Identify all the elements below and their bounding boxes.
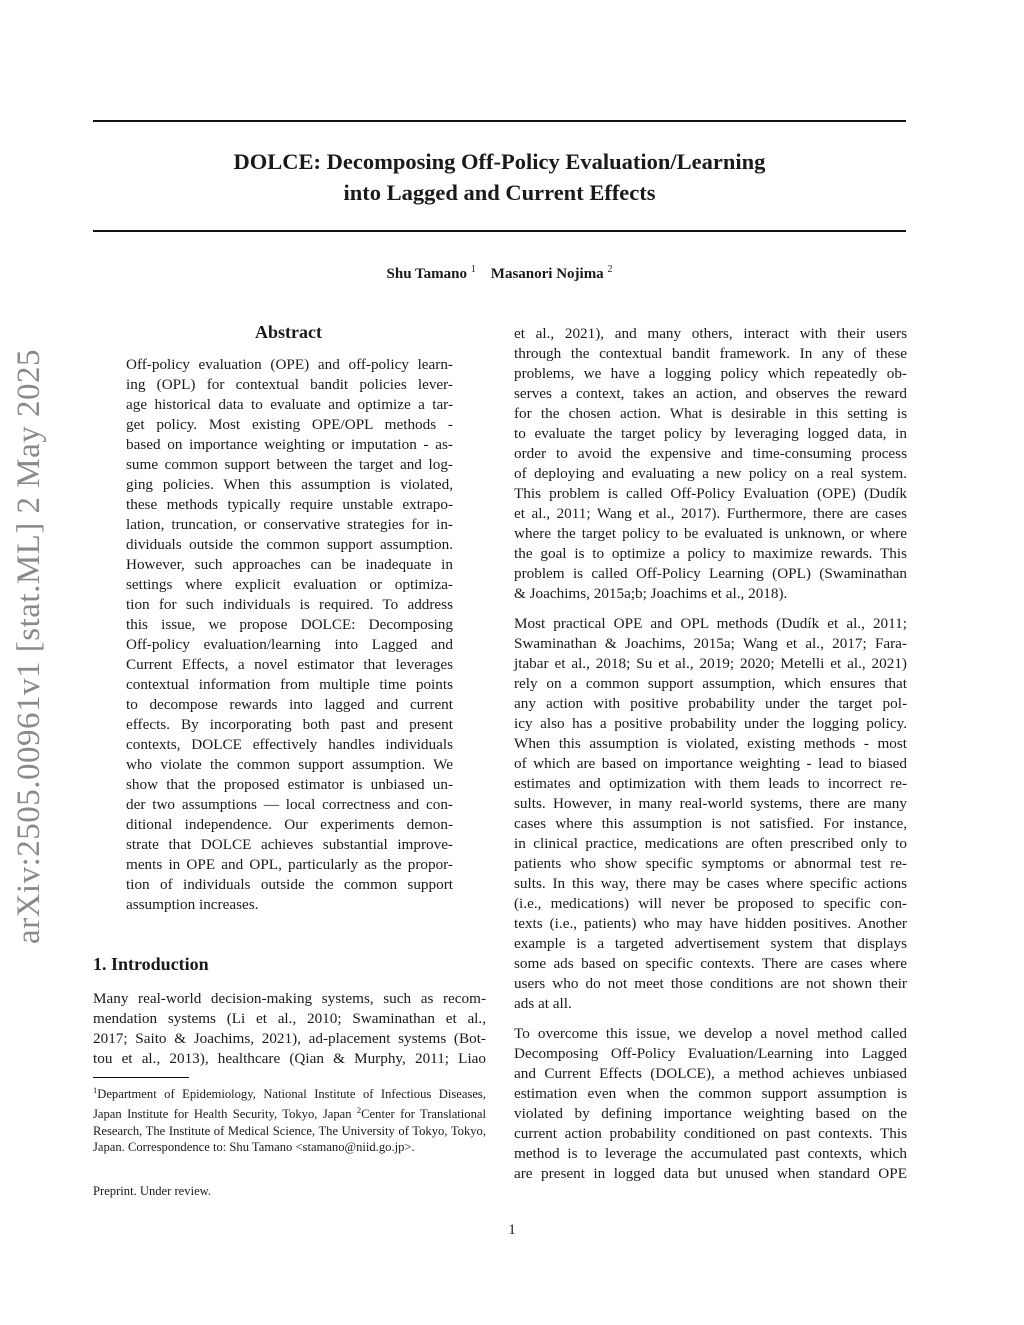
abstract-line: show that the proposed estimator is unbiased un- xyxy=(126,776,453,793)
footnote-affiliations: $^1$Department of Epidemiology, National Institute of Infectious Diseases, Japan Institute for Health Security, Tokyo, Japan $^2$Center for Translational Research, The Institute of Medical Science, The University of Tokyo, Tokyo, Japan. Correspondence to: Shu Tamano <stamano@niid.go.jp>. xyxy=(93,1085,486,1155)
abstract-line: based on importance weighting or imputation - as- xyxy=(126,436,453,453)
abstract-line: lation, truncation, or conservative strategies for in- xyxy=(126,516,453,533)
body-line: cases where this assumption is not satisfied. For instance, xyxy=(514,815,907,832)
abstract-line: who violate the common support assumption. We xyxy=(126,756,453,773)
footnote-affiliation-2: Center for Translational Research, The Institute of Medical Science, The University of Tokyo, Tokyo, Japan. Correspondence to: Shu Tamano <stamano@niid.go.jp>. xyxy=(93,1107,486,1155)
introduction-body xyxy=(93,989,486,1069)
body-line: et al., 2011; Wang et al., 2017). Furthermore, there are cases xyxy=(514,505,907,522)
body-line: & Joachims, 2015a;b; Joachims et al., 2018). xyxy=(514,585,788,602)
abstract-line: However, such approaches can be inadequate in xyxy=(126,556,453,573)
abstract-line: dividuals outside the common support assumption. xyxy=(126,536,453,553)
body-line: rely on a common support assumption, which ensures that xyxy=(514,675,907,692)
abstract-line: strate that DOLCE achieves substantial improve- xyxy=(126,836,453,853)
section-heading-introduction: 1. Introduction xyxy=(93,954,209,974)
author-affiliation-mark: 1 xyxy=(470,264,476,275)
body-line: When this assumption is violated, existing methods - most xyxy=(514,735,907,752)
body-line: are present in logged data but unused when standard OPE xyxy=(514,1165,907,1182)
author-name: Shu Tamano xyxy=(386,266,468,282)
abstract-line: age historical data to evaluate and optimize a tar- xyxy=(126,396,453,413)
abstract-heading: Abstract xyxy=(255,322,322,342)
body-line: sults. In this way, there may be cases where specific actions xyxy=(514,875,907,892)
body-line: estimation even when the common support assumption is xyxy=(514,1085,907,1102)
abstract-line: effects. By incorporating both past and present xyxy=(126,716,453,733)
paragraph xyxy=(514,324,907,604)
abstract-line: der two assumptions — local correctness and con- xyxy=(126,796,453,813)
abstract-line: ditional independence. Our experiments demon- xyxy=(126,816,453,833)
body-line: Most practical OPE and OPL methods (Dudík et al., 2011; xyxy=(514,615,907,632)
paper-title xyxy=(93,146,906,208)
abstract-line: Off-policy evaluation (OPE) and off-policy learn- xyxy=(126,356,453,373)
page-number: 1 xyxy=(508,1222,516,1238)
abstract-line: ing (OPL) for contextual bandit policies lever- xyxy=(126,376,453,393)
body-line: estimates and optimization with them leads to incorrect re- xyxy=(514,775,907,792)
abstract-line: Current Effects, a novel estimator that leverages xyxy=(126,656,453,673)
abstract-line: these methods typically require unstable extrapo- xyxy=(126,496,453,513)
abstract-line: ging policies. When this assumption is violated, xyxy=(126,476,453,493)
abstract-body xyxy=(126,355,453,915)
body-line: method is to leverage the accumulated past contexts, which xyxy=(514,1145,907,1162)
abstract-line: contextual information from multiple time points xyxy=(126,676,453,693)
abstract-line: get policy. Most existing OPE/OPL methods - xyxy=(126,416,453,433)
body-line: Swaminathan & Joachims, 2015a; Wang et al., 2017; Fara- xyxy=(514,635,907,652)
author-list xyxy=(93,264,906,283)
abstract-line: to decompose rewards into lagged and current xyxy=(126,696,453,713)
body-line: of deploying and evaluating a new policy on a real system. xyxy=(514,465,907,482)
intro-line: mendation systems (Li et al., 2010; Swaminathan et al., xyxy=(93,1010,486,1027)
body-line: in clinical practice, medications are often prescribed only to xyxy=(514,835,907,852)
body-line: To overcome this issue, we develop a novel method called xyxy=(514,1025,907,1042)
title-top-rule xyxy=(93,120,906,122)
preprint-notice: Preprint. Under review. xyxy=(93,1184,212,1198)
abstract-line: Off-policy evaluation/learning into Lagged and xyxy=(126,636,453,653)
body-line: any action with positive probability under the target pol- xyxy=(514,695,907,712)
body-line: to evaluate the target policy by leveraging logged data, in xyxy=(514,425,907,442)
body-line: through the contextual bandit framework. In any of these xyxy=(514,345,907,362)
body-line: icy also has a positive probability under the logging policy. xyxy=(514,715,907,732)
body-line: Decomposing Off-Policy Evaluation/Learning into Lagged xyxy=(514,1045,907,1062)
body-line: This problem is called Off-Policy Evaluation (OPE) (Dudík xyxy=(514,485,907,502)
author-name: Masanori Nojima xyxy=(490,266,604,282)
paragraph xyxy=(514,1024,907,1184)
body-line: problem is called Off-Policy Learning (OPL) (Swaminathan xyxy=(514,565,907,582)
body-line: of which are based on importance weighting - lead to biased xyxy=(514,755,907,772)
body-line: users who do not meet those conditions are not shown their xyxy=(514,975,907,992)
body-line: ads at all. xyxy=(514,995,572,1012)
body-line: where the target policy to be evaluated is unknown, or where xyxy=(514,525,907,542)
title-line-1: DOLCE: Decomposing Off-Policy Evaluation/Learning xyxy=(233,149,766,174)
intro-line: 2017; Saito & Joachims, 2021), ad-placement systems (Bot- xyxy=(93,1030,486,1047)
body-line: problems, we have a logging policy which repeatedly ob- xyxy=(514,365,907,382)
title-line-2: into Lagged and Current Effects xyxy=(343,180,656,205)
footnote-rule xyxy=(93,1077,189,1078)
body-line: and Current Effects (DOLCE), a method achieves unbiased xyxy=(514,1065,907,1082)
body-line: sults. However, in many real-world systems, there are many xyxy=(514,795,907,812)
abstract-line: tion for such individuals is required. To address xyxy=(126,596,453,613)
body-line: the goal is to optimize a policy to maximize rewards. This xyxy=(514,545,907,562)
body-line: order to avoid the expensive and time-consuming process xyxy=(514,445,907,462)
abstract-line: this issue, we propose DOLCE: Decomposing xyxy=(126,616,453,633)
body-line: for the chosen action. What is desirable in this setting is xyxy=(514,405,907,422)
abstract-line: ments in OPE and OPL, particularly as the propor- xyxy=(126,856,453,873)
right-column-body xyxy=(514,324,907,1184)
abstract-line: tion of individuals outside the common support xyxy=(126,876,453,893)
body-line: jtabar et al., 2018; Su et al., 2019; 2020; Metelli et al., 2021) xyxy=(514,655,907,672)
body-line: current action probability conditioned on past contexts. This xyxy=(514,1125,907,1142)
intro-line: Many real-world decision-making systems, such as recom- xyxy=(93,990,486,1007)
abstract-line: sume common support between the target and log- xyxy=(126,456,453,473)
arxiv-stamp: arXiv:2505.00961v1 [stat.ML] 2 May 2025 xyxy=(11,348,48,944)
abstract-line: settings where explicit evaluation or optimiza- xyxy=(126,576,453,593)
body-line: example is a targeted advertisement system that displays xyxy=(514,935,907,952)
abstract-line: contexts, DOLCE effectively handles individuals xyxy=(126,736,453,753)
abstract-line: assumption increases. xyxy=(126,896,259,913)
body-line: texts (i.e., patients) who may have hidden positives. Another xyxy=(514,915,907,932)
body-line: some ads based on specific contexts. There are cases where xyxy=(514,955,907,972)
author-affiliation-mark: 2 xyxy=(607,264,613,275)
body-line: serves a context, takes an action, and observes the reward xyxy=(514,385,907,402)
footnote-affiliation-1: Department of Epidemiology, National Institute of Infectious Diseases, Japan Institute for Health Security, Tokyo, Japan xyxy=(93,1087,486,1122)
intro-line: tou et al., 2013), healthcare (Qian & Murphy, 2011; Liao xyxy=(93,1050,486,1067)
paragraph xyxy=(514,614,907,1014)
title-bottom-rule xyxy=(93,230,906,232)
body-line: (i.e., medications) will never be proposed to specific con- xyxy=(514,895,907,912)
body-line: et al., 2021), and many others, interact with their users xyxy=(514,325,907,342)
body-line: patients who show specific symptoms or abnormal test re- xyxy=(514,855,907,872)
body-line: violated by defining importance weighting based on the xyxy=(514,1105,907,1122)
